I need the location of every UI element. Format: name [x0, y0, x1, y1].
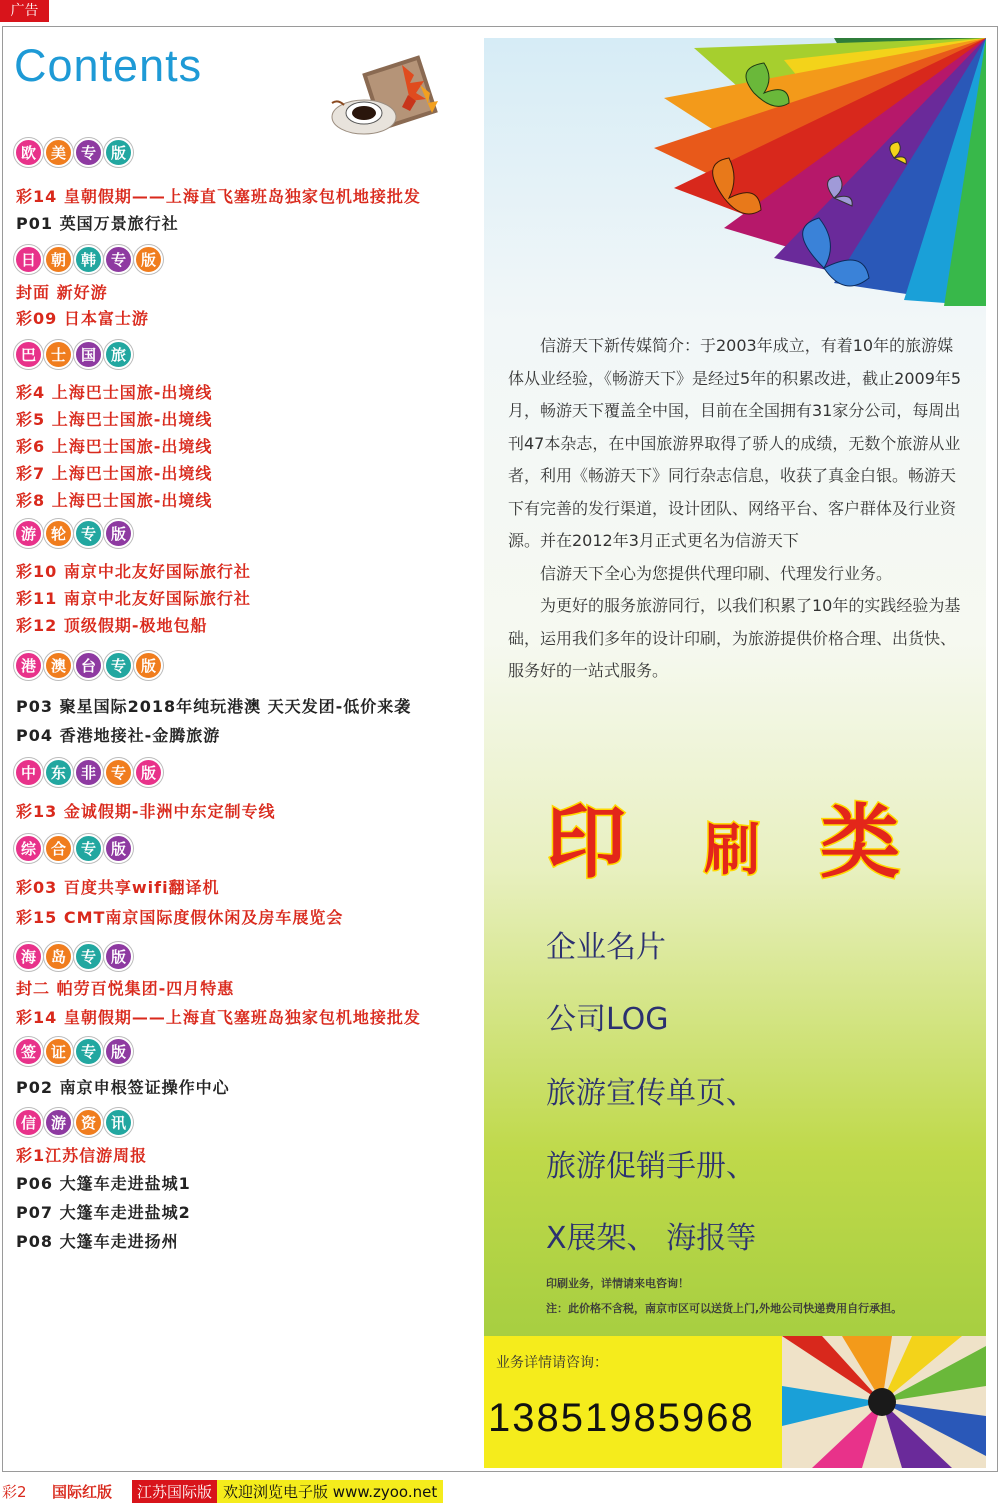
- toc-item: 彩15 CMT南京国际度假休闲及房车展览会: [16, 908, 344, 927]
- printing-title-char: 类: [820, 796, 900, 889]
- section-char: 版: [134, 245, 163, 274]
- section-char: 轮: [44, 519, 73, 548]
- toc-item: 彩10 南京中北友好国际旅行社: [16, 562, 251, 581]
- contact-label: 业务详情请咨询：: [496, 1355, 608, 1371]
- printing-title-char: 印: [546, 796, 626, 889]
- section-char: 巴: [14, 340, 43, 369]
- section-char: 资: [74, 1108, 103, 1137]
- section-char: 专: [74, 942, 103, 971]
- section-char: 台: [74, 651, 103, 680]
- section-char: 海: [14, 942, 43, 971]
- page-footer: [0, 1479, 443, 1503]
- color-pencils-image: [782, 1336, 986, 1468]
- section-header-cruise: [14, 519, 133, 548]
- section-char: 旅: [104, 340, 133, 369]
- pricing-note: 注：此价格不含税，南京市区可以送货上门,外地公司快递费用自行承担。: [546, 1302, 903, 1315]
- section-header-japan-korea: [14, 245, 163, 274]
- intro-paragraph: 为更好的服务旅游同行，以我们积累了10年的实践经验为基础，运用我们多年的设计印刷，为旅游提供价格合理、出货快、服务好的一站式服务。: [508, 596, 961, 680]
- section-header-visa: [14, 1037, 133, 1066]
- section-char: 讯: [104, 1108, 133, 1137]
- section-header-middle-east-africa: [14, 758, 163, 787]
- printing-title-char: 刷: [704, 818, 760, 883]
- toc-item: P03 聚星国际2018年纯玩港澳 天天发团-低价来袭: [16, 697, 412, 716]
- toc-item: 彩03 百度共享wifi翻译机: [16, 878, 220, 897]
- section-char: 韩: [74, 245, 103, 274]
- toc-item: 彩8 上海巴士国旅-出境线: [16, 491, 213, 510]
- section-header-island: [14, 942, 133, 971]
- toc-item: 彩13 金诚假期-非洲中东定制专线: [16, 802, 276, 821]
- toc-item: 彩4 上海巴士国旅-出境线: [16, 383, 213, 402]
- section-char: 专: [104, 245, 133, 274]
- toc-item: 彩7 上海巴士国旅-出境线: [16, 464, 213, 483]
- section-char: 综: [14, 834, 43, 863]
- toc-item: 彩09 日本富士游: [16, 309, 149, 328]
- phone-number: 13851985968: [488, 1396, 755, 1440]
- section-char: 证: [44, 1037, 73, 1066]
- section-header-general: [14, 834, 133, 863]
- section-char: 游: [14, 519, 43, 548]
- toc-item: P06 大篷车走进盐城1: [16, 1174, 191, 1193]
- section-header-xinyou-news: [14, 1108, 133, 1137]
- section-char: 专: [74, 1037, 103, 1066]
- section-char: 东: [44, 758, 73, 787]
- section-char: 澳: [44, 651, 73, 680]
- edition-label: 国际红版: [52, 1482, 113, 1501]
- section-char: 专: [74, 834, 103, 863]
- section-char: 游: [44, 1108, 73, 1137]
- section-header-hk-macau-taiwan: [14, 651, 163, 680]
- toc-item: 彩14 皇朝假期——上海直飞塞班岛独家包机地接批发: [16, 1008, 421, 1027]
- intro-paragraph: 信游天下新传媒简介：于2003年成立，有着10年的旅游媒体从业经验，《畅游天下》是经过5年的积累改进，截止2009年5月，畅游天下覆盖全中国，目前在全国拥有31家分公司，每周出刊47本杂志，在中国旅游界取得了骄人的成绩，无数个旅游从业者，利用《畅游天下》同行杂志信息，收获了真金白银。畅游天下有完善的发行渠道，设计团队、网络平台、客户群体及行业资源。并在2012年3月正式更名为信游天下: [508, 336, 962, 550]
- section-char: 版: [104, 138, 133, 167]
- section-char: 非: [74, 758, 103, 787]
- toc-item: P04 香港地接社-金腾旅游: [16, 726, 221, 745]
- section-char: 国: [74, 340, 103, 369]
- toc-item: P08 大篷车走进扬州: [16, 1232, 179, 1251]
- printing-note: 印刷业务，详情请来电咨询！: [546, 1277, 689, 1290]
- intro-paragraphs: [508, 330, 968, 688]
- toc-item: 封面 新好游: [16, 283, 108, 302]
- service-item: 公司LOG: [546, 1002, 669, 1037]
- website-link[interactable]: 欢迎浏览电子版 www.zyoo.net: [217, 1480, 443, 1503]
- service-item: 旅游促销手册、: [546, 1149, 756, 1184]
- printing-ad-panel: [484, 38, 986, 1468]
- toc-item: 彩14 皇朝假期——上海直飞塞班岛独家包机地接批发: [16, 187, 421, 206]
- toc-item: 封二 帕劳百悦集团-四月特惠: [16, 979, 235, 998]
- service-item: 旅游宣传单页、: [546, 1076, 756, 1111]
- section-char: 岛: [44, 942, 73, 971]
- section-char: 信: [14, 1108, 43, 1137]
- toc-item: P02 南京申根签证操作中心: [16, 1078, 230, 1097]
- toc-item: 彩6 上海巴士国旅-出境线: [16, 437, 213, 456]
- toc-item: P07 大篷车走进盐城2: [16, 1203, 191, 1222]
- section-char: 中: [14, 758, 43, 787]
- section-char: 合: [44, 834, 73, 863]
- section-char: 美: [44, 138, 73, 167]
- section-char: 版: [104, 1037, 133, 1066]
- section-char: 版: [134, 758, 163, 787]
- section-header-euro-america: [14, 138, 133, 167]
- section-char: 港: [14, 651, 43, 680]
- ad-tag: 广告: [0, 0, 49, 22]
- section-char: 朝: [44, 245, 73, 274]
- contents-title: Contents: [14, 40, 203, 91]
- section-char: 士: [44, 340, 73, 369]
- page-number: 彩2: [2, 1482, 27, 1501]
- section-char: 专: [74, 138, 103, 167]
- section-char: 专: [104, 651, 133, 680]
- section-char: 签: [14, 1037, 43, 1066]
- service-item: X展架、 海报等: [546, 1221, 757, 1256]
- toc-item: 彩11 南京中北友好国际旅行社: [16, 589, 251, 608]
- section-char: 版: [104, 942, 133, 971]
- section-char: 日: [14, 245, 43, 274]
- toc-item: 彩1江苏信游周报: [16, 1146, 148, 1165]
- contact-box: [484, 1336, 782, 1468]
- section-char: 版: [134, 651, 163, 680]
- section-header-bashi: [14, 340, 133, 369]
- section-char: 专: [74, 519, 103, 548]
- toc-item: 彩5 上海巴士国旅-出境线: [16, 410, 213, 429]
- section-char: 版: [104, 519, 133, 548]
- intro-paragraph: 信游天下全心为您提供代理印刷、代理发行业务。: [540, 563, 893, 583]
- section-char: 版: [104, 834, 133, 863]
- toc-item: P01 英国万景旅行社: [16, 214, 179, 233]
- service-item: 企业名片: [546, 930, 666, 965]
- section-char: 欧: [14, 138, 43, 167]
- toc-item: 彩12 顶级假期-极地包船: [16, 616, 208, 635]
- coffee-leaves-illustration: [322, 55, 452, 140]
- edition-box: 江苏国际版: [132, 1480, 217, 1503]
- color-fan-butterflies-illustration: [634, 38, 986, 306]
- section-char: 专: [104, 758, 133, 787]
